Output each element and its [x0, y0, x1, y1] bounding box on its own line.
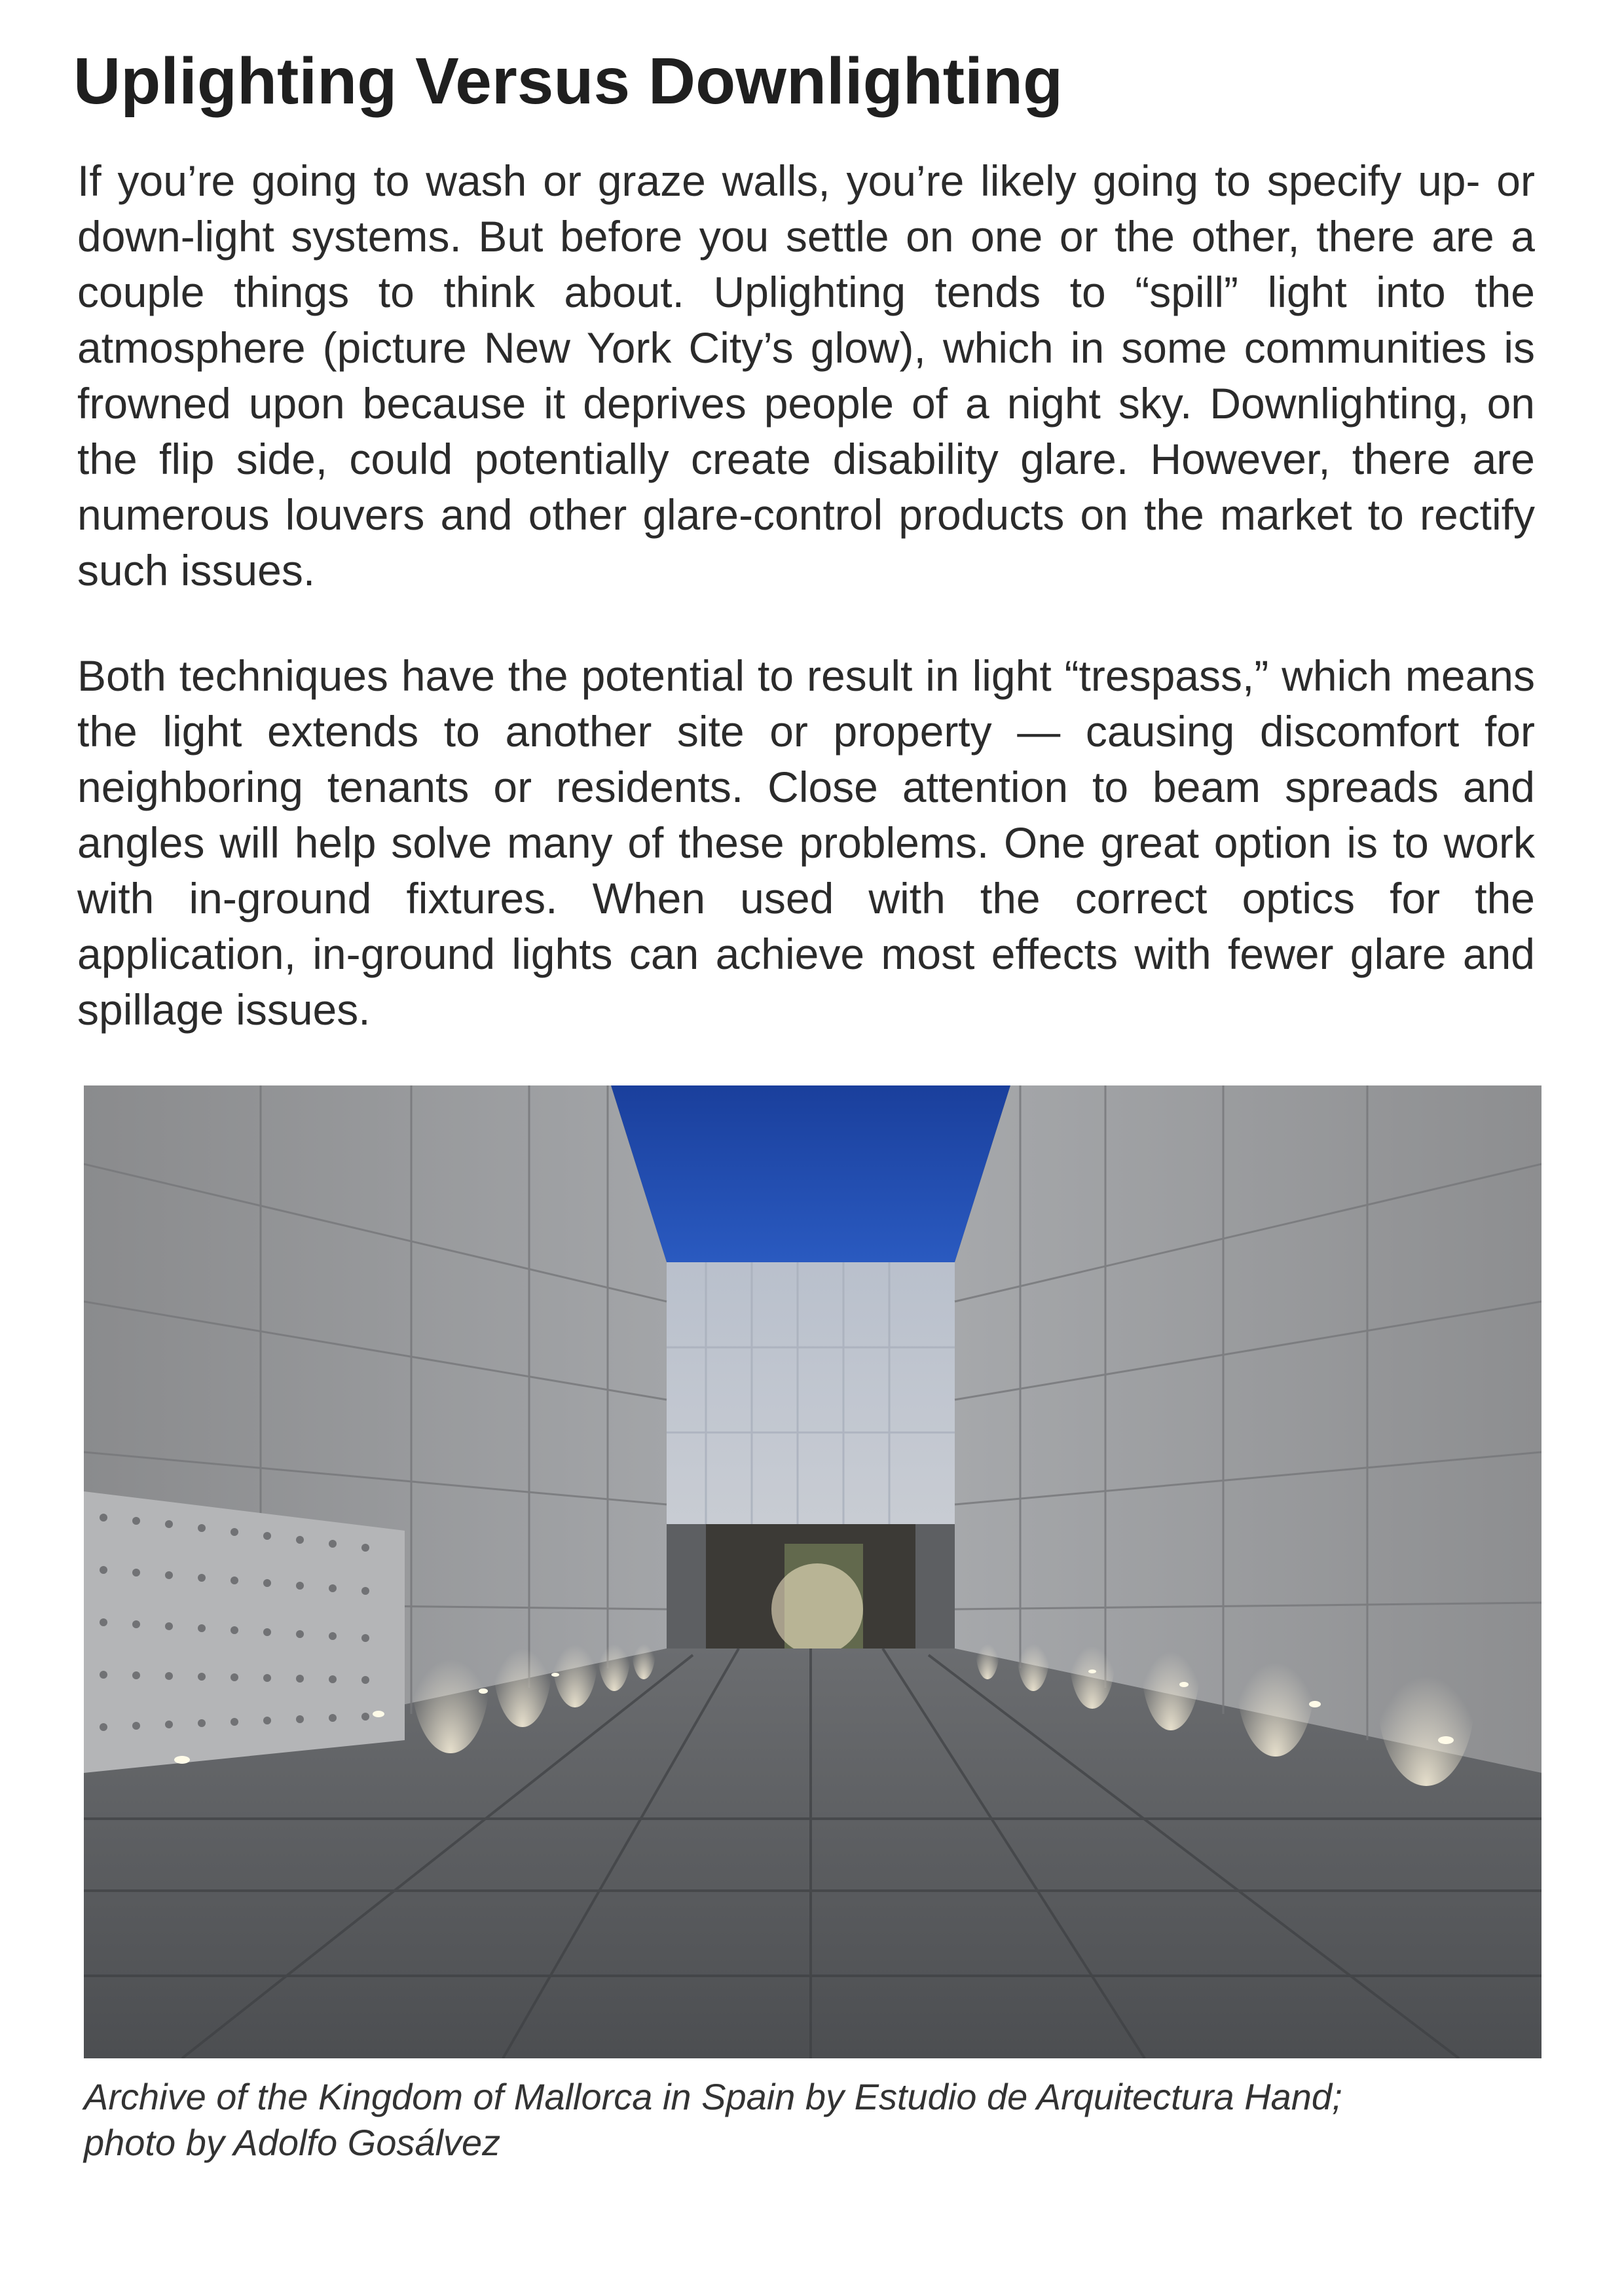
courtyard-photo-illustration — [84, 1085, 1541, 2058]
body-paragraph-1: If you’re going to wash or graze walls, you’re likely going to specify up- or down-light systems. But before you settle on one or the other, there are a couple things to think about. Uplighting tends to “spill” light into the atmosphere (picture New York City’s glow), which in some communities is frowned upon because it deprives people of a night sky. Downlighting, on the flip side, could potentially create disability glare. However, there are numerous louvers and other glare-control products on the market to rectify such issues. — [77, 156, 1535, 594]
caption-line-1: Archive of the Kingdom of Mallorca in Spain by Estudio de Arquitectura Hand; — [84, 2076, 1342, 2117]
caption-line-2: photo by Adolfo Gosálvez — [84, 2122, 501, 2163]
section-heading: Uplighting Versus Downlighting — [73, 45, 1063, 118]
courtyard-photo — [84, 1085, 1541, 2058]
body-paragraph-2: Both techniques have the potential to result in light “trespass,” which means the light extends to another site or property — causing discomfort for neighboring tenants or residents. Close attention to beam spreads and angles will help solve many of these problems. One great option is to work with in-ground fixtures. When used with the correct optics for the application, in-ground lights can achieve most effects with fewer glare and spillage issues. — [77, 651, 1535, 1034]
photo-caption — [84, 2074, 1541, 2166]
